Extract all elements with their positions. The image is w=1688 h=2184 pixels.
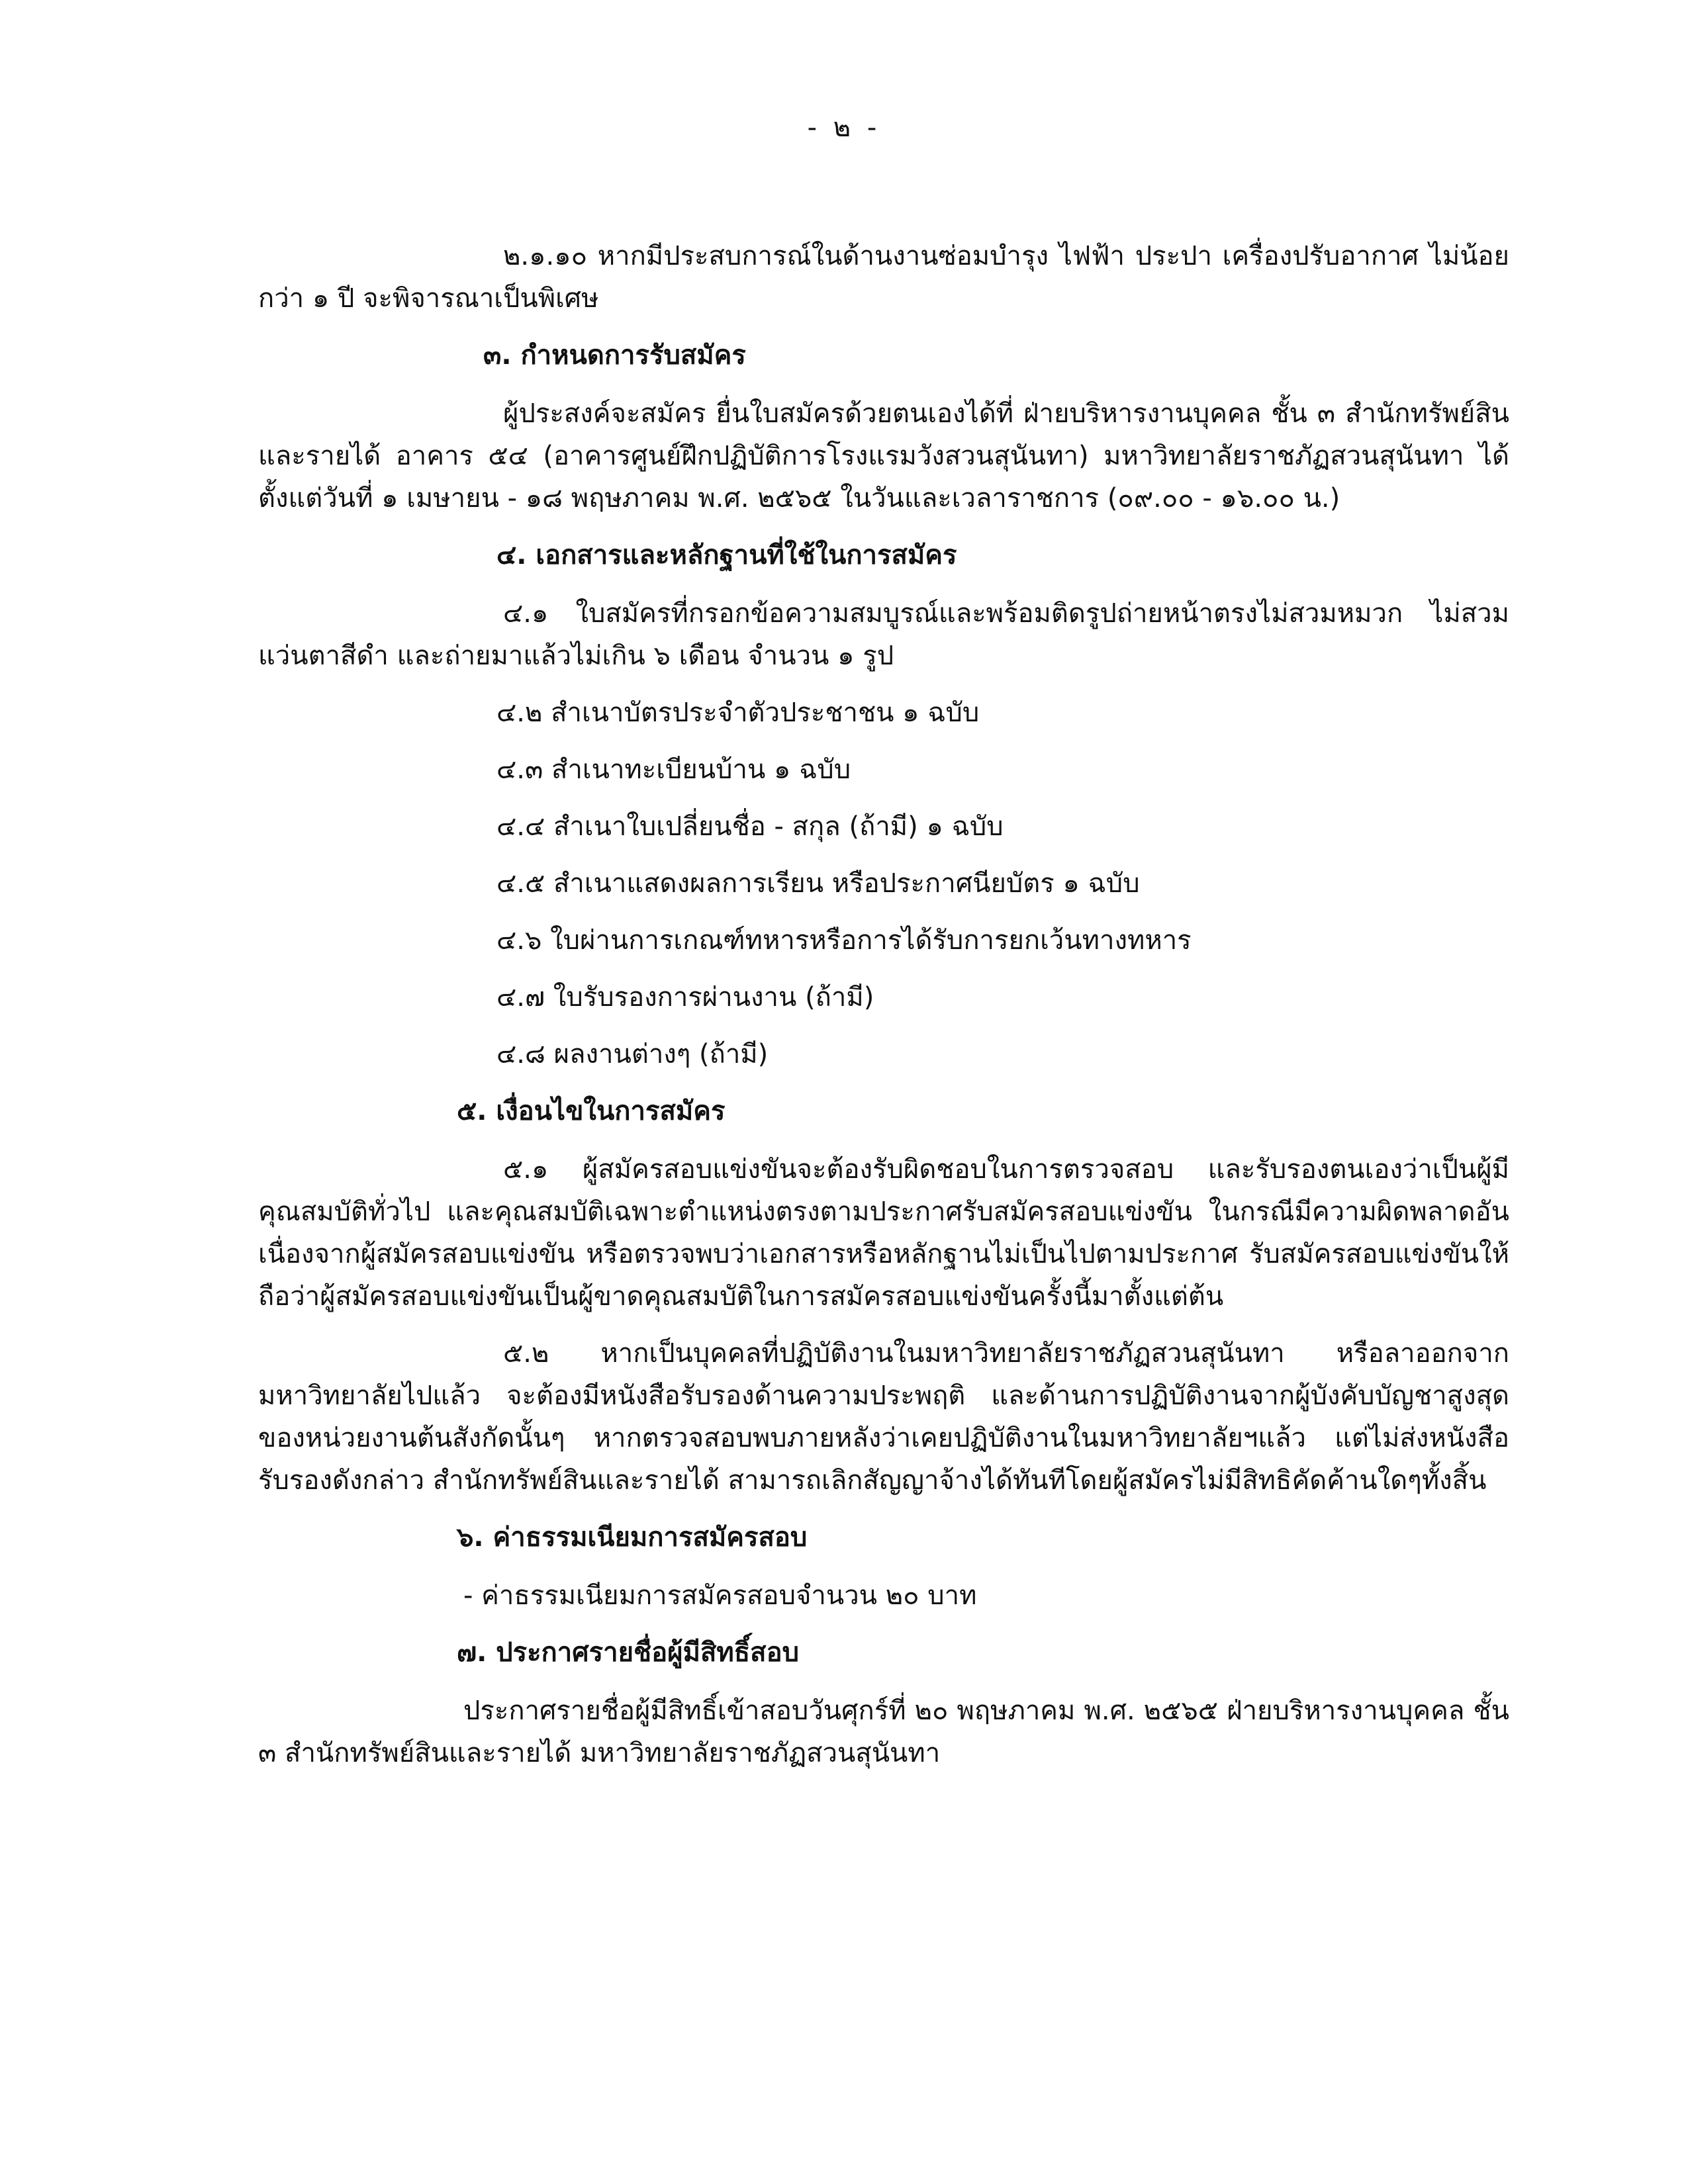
section-7-heading: ๗. ประกาศรายชื่อผู้มีสิทธิ์สอบ — [457, 1637, 800, 1668]
section-4-item-3: ๔.๓ สำเนาทะเบียนบ้าน ๑ ฉบับ — [496, 754, 851, 785]
section-3-heading: ๓. กำหนดการรับสมัคร — [483, 340, 746, 371]
section-6-heading: ๖. ค่าธรรมเนียมการสมัครสอบ — [457, 1522, 808, 1553]
section-4-item-5: ๔.๕ สำเนาแสดงผลการเรียน หรือประกาศนียบัตร ๑ ฉบับ — [496, 868, 1140, 899]
section-4-item-1: ๔.๑ ใบสมัครที่กรอกข้อความสมบูรณ์และพร้อมติดรูปถ่ายหน้าตรงไม่สวมหมวก ไม่สวมแว่นตาสีดำ และถ่ายมาแล้วไม่เกิน ๖ เดือน จำนวน ๑ รูป — [258, 598, 1509, 671]
section-4-item-7: ๔.๗ ใบรับรองการผ่านงาน (ถ้ามี) — [496, 982, 874, 1013]
section-4-item-4: ๔.๔ สำเนาใบเปลี่ยนชื่อ - สกุล (ถ้ามี) ๑ ฉบับ — [496, 811, 1004, 842]
section-6-body: - ค่าธรรมเนียมการสมัครสอบจำนวน ๒๐ บาท — [463, 1580, 977, 1611]
section-3-body: ผู้ประสงค์จะสมัคร ยื่นใบสมัครด้วยตนเองได้ที่ ฝ่ายบริหารงานบุคคล ชั้น ๓ สำนักทรัพย์สินและรายได้ อาคาร ๕๔ (อาคารศูนย์ฝึกปฏิบัติการโรงแรมวังสวนสุนันทา) มหาวิทยาลัยราชภัฏสวนสุนันทา ได้ตั้งแต่วันที่ ๑ เมษายน - ๑๘ พฤษภาคม พ.ศ. ๒๕๖๕ ในวันและเวลาราชการ (๐๙.๐๐ - ๑๖.๐๐ น.) — [258, 398, 1509, 514]
section-4-item-8: ๔.๘ ผลงานต่างๆ (ถ้ามี) — [496, 1039, 769, 1069]
item-2-1-10: ๒.๑.๑๐ หากมีประสบการณ์ในด้านงานซ่อมบำรุง ไฟฟ้า ประปา เครื่องปรับอากาศ ไม่น้อยกว่า ๑ ปี จะพิจารณาเป็นพิเศษ — [258, 241, 1509, 314]
section-5-heading: ๕. เงื่อนไขในการสมัคร — [457, 1096, 726, 1126]
section-4-item-6: ๔.๖ ใบผ่านการเกณฑ์ทหารหรือการได้รับการยกเว้นทางทหาร — [496, 925, 1192, 956]
page-number: - ๒ - — [807, 113, 881, 143]
section-5-item-2: ๕.๒ หากเป็นบุคคลที่ปฏิบัติงานในมหาวิทยาลัยราชภัฏสวนสุนันทา หรือลาออกจากมหาวิทยาลัยไปแล้ว จะต้องมีหนังสือรับรองด้านความประพฤติ และด้านการปฏิบัติงานจากผู้บังคับบัญชาสูงสุดของหน่วยงานต้นสังกัดนั้นๆ หากตรวจสอบพบภายหลังว่าเคยปฏิบัติงานในมหาวิทยาลัยฯแล้ว แต่ไม่ส่งหนังสือรับรองดังกล่าว สำนักทรัพย์สินและรายได้ สามารถเลิกสัญญาจ้างได้ทันทีโดยผู้สมัครไม่มีสิทธิคัดค้านใดๆทั้งสิ้น — [258, 1338, 1509, 1496]
section-5-item-1: ๕.๑ ผู้สมัครสอบแข่งขันจะต้องรับผิดชอบในการตรวจสอบ และรับรองตนเองว่าเป็นผู้มีคุณสมบัติทั่วไป และคุณสมบัติเฉพาะตำแหน่งตรงตามประกาศรับสมัครสอบแข่งขัน ในกรณีมีความผิดพลาดอันเนื่องจากผู้สมัครสอบแข่งขัน หรือตรวจพบว่าเอกสารหรือหลักฐานไม่เป็นไปตามประกาศ รับสมัครสอบแข่งขันให้ถือว่าผู้สมัครสอบแข่งขันเป็นผู้ขาดคุณสมบัติในการสมัครสอบแข่งขันครั้งนี้มาตั้งแต่ต้น — [258, 1154, 1509, 1312]
section-4-heading: ๔. เอกสารและหลักฐานที่ใช้ในการสมัคร — [496, 540, 957, 570]
section-4-item-2: ๔.๒ สำเนาบัตรประจำตัวประชาชน ๑ ฉบับ — [496, 698, 980, 728]
document-body — [258, 235, 1509, 1789]
section-7-body: ประกาศรายชื่อผู้มีสิทธิ์เข้าสอบวันศุกร์ที่ ๒๐ พฤษภาคม พ.ศ. ๒๕๖๕ ฝ่ายบริหารงานบุคคล ชั้น ๓ สำนักทรัพย์สินและรายได้ มหาวิทยาลัยราชภัฏสวนสุนันทา — [258, 1696, 1509, 1768]
